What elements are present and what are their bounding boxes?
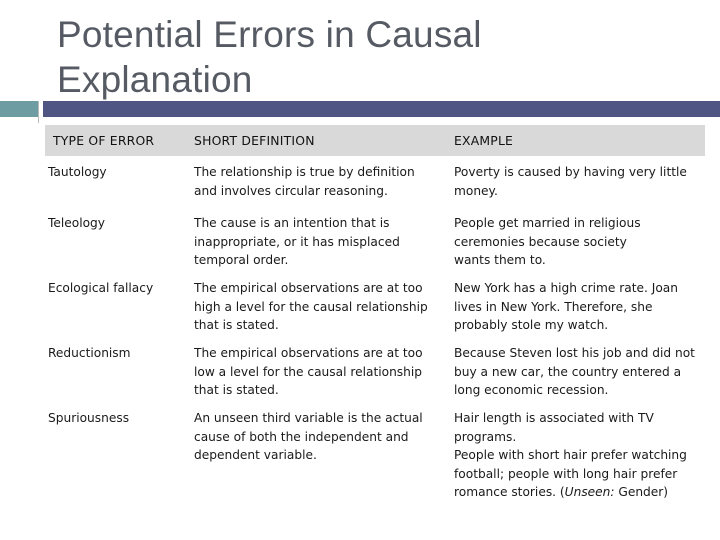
accent-bar-main bbox=[43, 101, 720, 117]
table-row bbox=[45, 344, 705, 404]
row-definition: The cause is an intention that is inappropriate, or it has misplaced temporal order. bbox=[194, 216, 400, 267]
row-definition: The empirical observations are at too high a level for the causal relationship that is stated. bbox=[194, 281, 428, 332]
row-type: Spuriousness bbox=[48, 411, 130, 425]
row-definition: An unseen third variable is the actual cause of both the independent and dependent variable. bbox=[194, 411, 423, 462]
row-definition: The relationship is true by definition and involves circular reasoning. bbox=[194, 165, 415, 198]
slide-title bbox=[57, 12, 677, 102]
header-type-of-error: TYPE OF ERROR bbox=[53, 133, 155, 148]
table-row bbox=[45, 163, 705, 211]
row-example: People get married in religious ceremonies because society wants them to. bbox=[454, 216, 641, 267]
table-header bbox=[45, 125, 705, 156]
causal-errors-table bbox=[45, 125, 705, 499]
table-row bbox=[45, 279, 705, 339]
table-row bbox=[45, 214, 705, 274]
header-example: EXAMPLE bbox=[454, 133, 514, 148]
example-text: Hair length is associated with TV programs. People with short hair prefer watching football; people with long hair prefer romance stories. ( bbox=[454, 411, 687, 499]
example-end-text: Gender) bbox=[614, 485, 669, 499]
row-type: Ecological fallacy bbox=[48, 281, 154, 295]
row-type: Teleology bbox=[48, 216, 106, 230]
example-italic-text: Unseen: bbox=[564, 485, 615, 499]
row-example bbox=[454, 409, 709, 502]
accent-bar-left bbox=[0, 101, 38, 117]
row-example: New York has a high crime rate. Joan lives in New York. Therefore, she probably stole my watch. bbox=[454, 281, 678, 332]
row-example: Because Steven lost his job and did not buy a new car, the country entered a long economic recession. bbox=[454, 346, 695, 397]
row-definition: The empirical observations are at too low a level for the causal relationship that is stated. bbox=[194, 346, 423, 397]
slide-title-line-1: Potential Errors in Causal bbox=[57, 14, 482, 55]
header-short-definition: SHORT DEFINITION bbox=[194, 133, 315, 148]
accent-divider bbox=[38, 101, 39, 123]
row-example: Poverty is caused by having very little money. bbox=[454, 165, 687, 198]
slide-title-line-2: Explanation bbox=[57, 59, 253, 100]
row-type: Tautology bbox=[48, 165, 107, 179]
table-row bbox=[45, 409, 705, 499]
row-type: Reductionism bbox=[48, 346, 131, 360]
